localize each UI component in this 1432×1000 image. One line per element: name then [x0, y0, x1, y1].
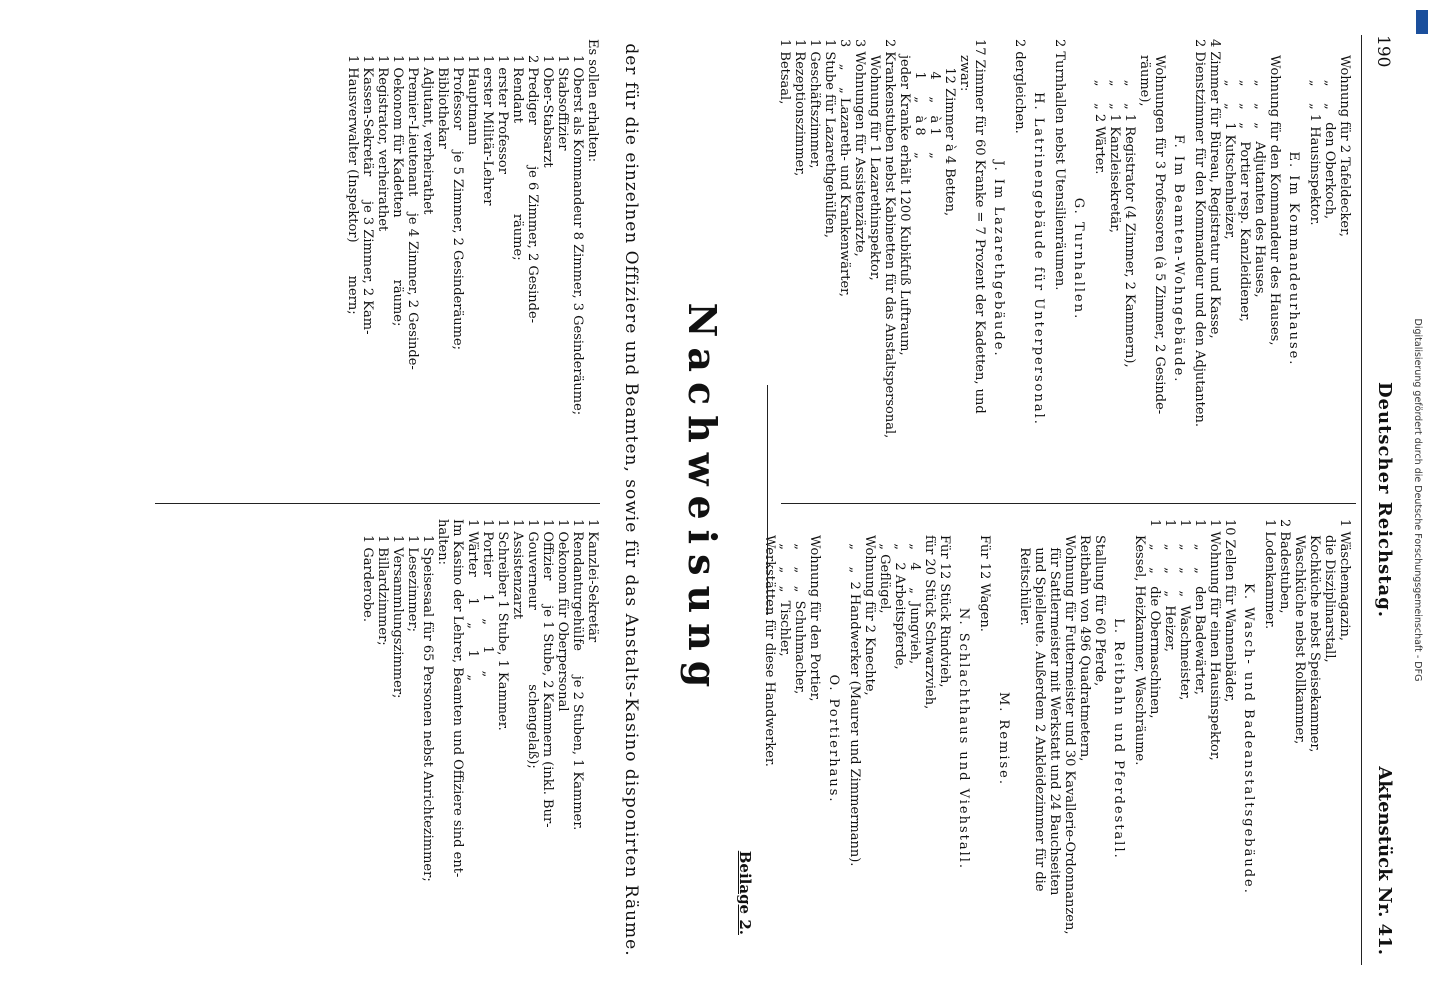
lower-right-line: 1 Assistenzarzt: [510, 519, 525, 620]
right-column-line: 1 Wäschemagazin,: [1337, 519, 1352, 642]
left-column-heading: G. Turnhallen.: [1071, 197, 1086, 321]
lower-left-line: 1 Professor je 5 Zimmer, 2 Gesinderäume;: [450, 55, 465, 351]
lower-left-line: 1 Hauptmann: [465, 55, 480, 146]
left-column-line: zwar:: [957, 55, 972, 92]
right-column-line: die Disziplinarstall,: [1322, 535, 1337, 663]
left-column-line: 2 dergleichen.: [1012, 39, 1027, 134]
lower-left-line: Es sollen erhalten:: [585, 39, 600, 163]
left-column-heading: E. Im Kommandeurhause.: [1286, 151, 1301, 367]
right-column-line: 10 Zellen für Wannenbäder,: [1222, 519, 1237, 703]
left-column-line: „ „ „ Adjutanten des Hauses,: [1252, 55, 1267, 298]
lower-right-line: 1 Garderobe.: [360, 535, 375, 622]
left-column-line: „ „ 2 Wärter.: [1092, 55, 1107, 175]
lower-left-line: 1 erster Professor: [495, 55, 510, 174]
lower-right-line: Im Kasino der Lehrer, Beamten und Offiziere sind ent-: [450, 519, 465, 878]
lower-right-line: 1 Kanzlei-Sekretär: [585, 519, 600, 643]
right-column-line: „ Geflügel,: [877, 535, 892, 614]
right-column-line: Wohnung für Futtermeister und 30 Kavallerie-Ordonnanzen,: [1062, 535, 1077, 935]
right-column: [762, 519, 1352, 959]
right-column-line: für 20 Stück Schwarzvieh,: [922, 535, 937, 710]
column-divider: [781, 503, 1356, 504]
lower-left-line: 1 Premier-Lieutenant je 4 Zimmer, 2 Gesinde-: [405, 55, 420, 370]
left-column-line: 1 Rezeptionszimmer,: [792, 39, 807, 177]
lower-right-line: 1 Gouverneur schengelaß);: [525, 519, 540, 769]
left-column-line: Wohnungen für 3 Professoren (à 5 Zimmer, 2 Gesinde-: [1152, 55, 1167, 415]
lower-right-line: 1 Oekonom für Oberpersonal: [555, 519, 570, 712]
lower-left-line: 1 erster Militär-Lehrer: [480, 55, 495, 206]
right-column-line: 1 „ „ „ Heizer,: [1162, 519, 1177, 652]
right-column-line: für Sattlermeister mit Werkstatt und 24 Bauchseiten: [1047, 535, 1062, 896]
lower-right-line: 1 Wärter 1 „ 1 „: [465, 519, 480, 682]
left-column-heading: H. Latrinengebäude für Unterpersonal.: [1031, 92, 1046, 426]
left-column-line: 2 Dienstzimmer für den Kommandeur und den Adjutanten.: [1192, 39, 1207, 428]
header-title: Deutscher Reichstag.: [1374, 381, 1395, 619]
left-column-heading: J. Im Lazarethgebäude.: [991, 160, 1006, 358]
right-column-line: Reitschüler.: [1017, 535, 1032, 626]
right-column-line: 1 Lodenkammer.: [1262, 519, 1277, 630]
lower-left-line: 1 Bibliothekar: [435, 55, 450, 149]
lower-right-line: 1 Schreiber 1 Stube, 1 Kammer.: [495, 519, 510, 731]
lower-left-line: 1 Ober-Stabsarzt: [540, 55, 555, 168]
left-column-line: 3 Wohnungen für Assistenzärzte,: [852, 39, 867, 257]
right-column-line: Kessel, Heizkammer, Waschräume.: [1132, 535, 1147, 766]
right-column-line: Wohnung für 2 Knechte,: [862, 535, 877, 696]
beilage-label: Beilage 2.: [736, 850, 754, 935]
right-column-line: „ 2 Arbeitspferde,: [892, 535, 907, 670]
right-column-line: und Spielleute. Außerdem 2 Ankleidezimmer für die: [1032, 535, 1047, 892]
lower-right-list: [360, 519, 600, 959]
right-column-line: Für 12 Wagen.: [977, 535, 992, 632]
digitization-note-text: Digitalisierung gefördert durch die Deutsche Forschungsgemeinschaft - DFG: [1412, 318, 1423, 682]
left-column-line: „ „ 1 Kutschenheizer,: [1222, 55, 1237, 240]
left-column-line: 1 „ à 8 „: [912, 55, 927, 159]
left-column-line: „ „ den Oberkoch,: [1322, 55, 1337, 220]
right-column-line: 2 Badestuben,: [1277, 519, 1292, 614]
left-column-line: „ „ 1 Hausinspektor.: [1307, 55, 1322, 226]
lower-left-line: 1 Oberst als Kommandeur 8 Zimmer, 3 Gesinderäume;: [570, 55, 585, 416]
left-column-line: 3 „ „ Lazareth- und Krankenwärter,: [837, 39, 852, 298]
lower-left-line: 1 Adjutant, verheirathet: [420, 55, 435, 215]
lower-left-line: 1 Kassen-Sekretär je 3 Zimmer, 2 Kam-: [360, 55, 375, 335]
right-column-line: „ „ 2 Handwerker (Maurer und Zimmermann).: [847, 535, 862, 867]
lower-left-line: 1 Hausverwalter (Inspektor) mern;: [345, 55, 360, 315]
section-rule: [767, 385, 768, 615]
rotated-document-page: [40, 25, 1400, 975]
lower-left-line: 1 Registrator, verheirathet: [375, 55, 390, 232]
left-column-line: räume),: [1137, 55, 1152, 107]
left-column-line: „ „ 1 Registrator (4 Zimmer, 2 Kammern),: [1122, 55, 1137, 368]
left-column-heading: F. Im Beamten-Wohngebäude.: [1171, 134, 1186, 384]
right-column-line: 1 „ „ den Badewärter,: [1192, 519, 1207, 695]
left-column-line: „ „ „ Portier resp. Kanzleidiener,: [1237, 55, 1252, 323]
right-column-line: 1 „ „ „ Waschmeister,: [1177, 519, 1192, 701]
left-column-line: 17 Zimmer für 60 Kranke = 7 Prozent der Kadetten, und: [972, 39, 987, 414]
page-header: [1360, 25, 1400, 975]
lower-column-divider: [155, 503, 600, 504]
right-column-line: Stallung für 60 Pferde,: [1092, 535, 1107, 687]
right-column-line: Kochküche nebst Speisekammer,: [1307, 535, 1322, 753]
right-column-line: 1 Wohnung für einen Hausinspektor,: [1207, 519, 1222, 761]
nachweisung-subtitle: der für die einzelnen Offiziere und Beamten, sowie für das Anstalts-Kasino disponirten Räume.: [621, 43, 641, 957]
right-column-line: „ „ „ Schuhmacher,: [792, 535, 807, 695]
right-column-heading: O. Portierhaus.: [826, 674, 841, 804]
lower-right-line: 1 Portier 1 „ 1 „: [480, 519, 495, 678]
right-column-line: Waschküche nebst Rollkammer,: [1292, 535, 1307, 745]
left-column: [777, 39, 1352, 479]
lower-right-line: 1 Rendanturgehülfe je 2 Stuben, 1 Kammer.: [570, 519, 585, 831]
lower-right-line: halten:: [435, 519, 450, 565]
lower-left-line: 2 Prediger je 6 Zimmer, 2 Gesinde-: [525, 55, 540, 324]
lower-left-line: 1 Rendant räume;: [510, 55, 525, 261]
header-rule: [1361, 35, 1362, 965]
lower-left-line: 1 Oekonom für Kadetten räume;: [390, 55, 405, 327]
left-column-line: 1 Geschäftszimmer,: [807, 39, 822, 169]
right-column-line: Werkstätten für diese Handwerker.: [762, 535, 777, 767]
right-column-heading: M. Remise.: [996, 691, 1011, 787]
left-column-line: 1 Betsaal,: [777, 39, 792, 105]
lower-right-line: 1 Billardzimmer;: [375, 535, 390, 646]
right-column-line: 1 „ „ die Obermaschinen,: [1147, 519, 1162, 719]
left-column-line: „ „ 1 Kanzleisekretär,: [1107, 55, 1122, 234]
right-column-heading: N. Schlachthaus und Viehstall.: [956, 607, 971, 871]
right-column-line: Für 12 Stück Rindvieh,: [937, 535, 952, 688]
nachweisung-heading: Nachweisung: [680, 302, 725, 698]
right-column-line: „ 4 „ Jungvieh,: [907, 535, 922, 665]
lower-right-line: 1 Lesezimmer;: [405, 535, 420, 633]
lower-left-line: 1 Stabsoffizier: [555, 55, 570, 151]
lower-right-line: 1 Offizier je 1 Stube, 2 Kammern (inkl. Bur-: [540, 519, 555, 828]
page-number: 190: [1373, 35, 1393, 68]
digitization-note: [1404, 4, 1430, 996]
lower-right-line: 1 Speisesaal für 65 Personen nebst Anrichtezimmer;: [420, 535, 435, 882]
left-column-line: 2 Krankenstuben nebst Kabinetten für das Anstaltspersonal,: [882, 39, 897, 439]
lower-right-line: 1 Versammlungszimmer;: [390, 535, 405, 699]
left-column-line: 4 „ à 1 „: [927, 55, 942, 159]
left-column-line: Wohnung für den Kommandeur des Hauses,: [1267, 55, 1282, 346]
left-column-line: 1 Stube für Lazarethgehülfen,: [822, 39, 837, 238]
document-number: Aktenstück Nr. 41.: [1374, 766, 1395, 955]
left-column-line: jeder Kranke erhält 1200 Kubikfuß Luftraum,: [897, 55, 912, 356]
lower-left-list: [345, 39, 600, 479]
right-column-heading: K. Wasch- und Badeanstaltsgebäude.: [1241, 583, 1256, 895]
right-column-line: „ „ „ Tischler,: [777, 535, 792, 657]
left-column-line: 2 Turnhallen nebst Utensilienräumen.: [1052, 39, 1067, 291]
left-column-line: Wohnung für 1 Lazarethinspektor,: [867, 55, 882, 281]
right-column-heading: L. Reitbahn und Pferdestall.: [1111, 618, 1126, 860]
right-column-line: Wohnung für den Portier,: [807, 535, 822, 702]
right-column-line: Reitbahn von 496 Quadratmetern,: [1077, 535, 1092, 762]
left-column-line: 4 Zimmer für Büreau, Registratur und Kasse,: [1207, 39, 1222, 339]
left-column-line: 12 Zimmer à 4 Betten,: [942, 55, 957, 217]
left-column-line: Wohnung für 2 Tafeldecker,: [1337, 55, 1352, 238]
